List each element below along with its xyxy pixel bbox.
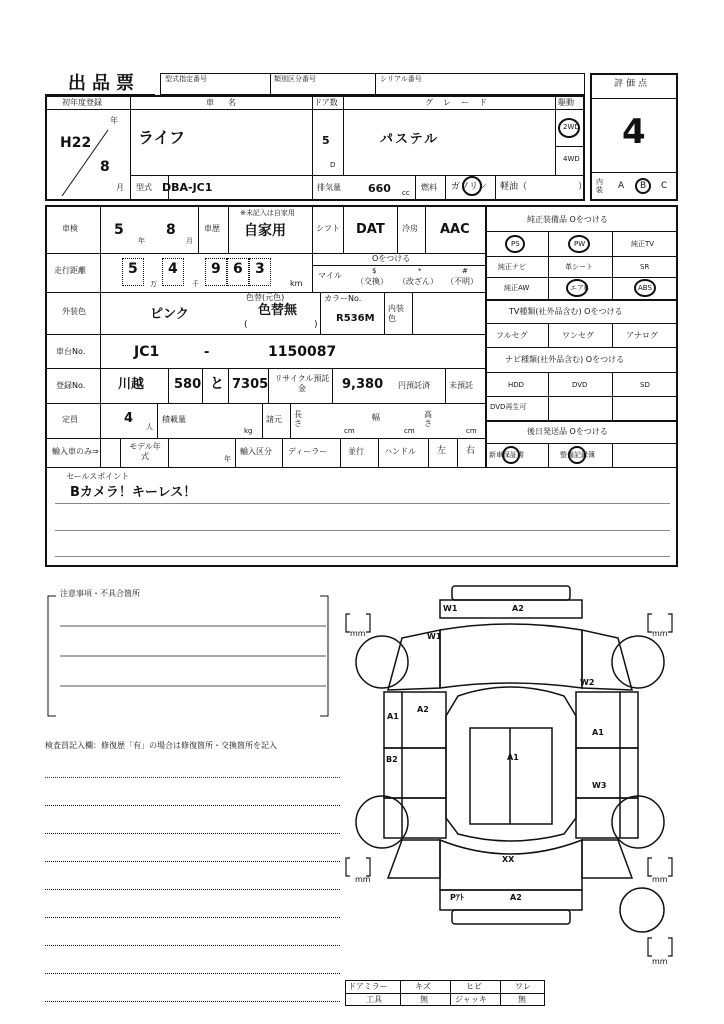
mark-a1-left: A1: [387, 712, 399, 721]
mark-a2-left: A2: [417, 705, 429, 714]
table-crack: ヒビ: [466, 982, 482, 991]
equip-sr: SR: [640, 263, 650, 271]
tv-analog: アナログ: [626, 331, 658, 340]
mm-unit-front-left: mm: [350, 629, 366, 638]
repaint-value: 色替無: [258, 303, 298, 318]
model-value: DBA-JC1: [162, 181, 213, 194]
color-no-label: カラーNo.: [324, 294, 362, 303]
color-no-value: R536M: [336, 313, 375, 324]
interior-color-label: 内装色: [388, 304, 404, 323]
navi-hdd: HDD: [508, 381, 525, 389]
drive-label: 駆動: [558, 98, 574, 107]
equip-abs: ABS: [638, 284, 652, 292]
mm-unit-front-right: mm: [652, 629, 668, 638]
km-unit: km: [290, 279, 303, 288]
table-scratch: キズ: [415, 982, 431, 991]
interior-option-a: A: [618, 181, 625, 191]
mileage-label: 走行距離: [54, 266, 86, 275]
first-reg-label: 初年度登録: [62, 98, 102, 107]
exterior-value: ピンク: [150, 307, 189, 322]
grade-label: グレード: [425, 98, 497, 107]
mark-a1-right: A1: [592, 728, 604, 737]
interior-label: 内装: [596, 178, 603, 194]
mark-a2-rear: A2: [510, 893, 522, 902]
class-label: 類別区分番号: [274, 75, 316, 83]
navi-title: ナビ種類(社外品含む) Oをつける: [505, 355, 625, 364]
drive-2wd-circle: [558, 118, 580, 138]
mileage-circle-note: Oをつける: [372, 254, 411, 263]
ac-label: 冷房: [402, 224, 418, 233]
reg-city: 川越: [118, 377, 145, 392]
height-cm-unit: cm: [466, 427, 477, 435]
capacity-value: 4: [124, 411, 134, 426]
equip-aw: 純正AW: [504, 284, 530, 292]
later-warranty-circle: [502, 446, 520, 464]
sen-unit: 千: [192, 280, 199, 288]
car-diagram: [340, 578, 680, 978]
mark-w2: W2: [580, 678, 595, 687]
later-records-circle: [568, 446, 586, 464]
era-year: H22: [60, 135, 92, 151]
navi-sd: SD: [640, 381, 650, 389]
sales-point-label: セールスポイント: [66, 472, 130, 481]
mark-w1-front: W1: [443, 604, 458, 613]
inspection-year-unit: 年: [138, 237, 145, 245]
later-title: 後日発送品 Oをつける: [527, 427, 608, 436]
history-label: 車歴: [204, 224, 220, 233]
import-class-label: 輸入区分: [240, 447, 272, 456]
id-numbers-box: [160, 73, 585, 95]
mark-w3: W3: [592, 781, 607, 790]
table-jack: ジャッキ: [455, 995, 487, 1004]
recycle-label: リサイクル預託金: [274, 374, 330, 393]
interior-b-circle: [635, 178, 651, 194]
model-year-unit: 年: [224, 455, 231, 463]
chassis-number: 1150087: [268, 344, 337, 360]
handle-right: 右: [466, 446, 476, 456]
equip-pw: PW: [574, 240, 586, 248]
inspection-month-unit: 月: [186, 237, 193, 245]
reg-class: 580: [174, 377, 202, 392]
displacement-label: 排気量: [317, 183, 341, 192]
doors-value: 5: [322, 134, 330, 147]
equip-ps-circle: [505, 235, 525, 253]
model-year-label: モデル年式: [129, 442, 161, 461]
serial-label: シリアル番号: [380, 75, 422, 83]
unknown-label: （不明）: [446, 277, 478, 286]
table-mirror: ドアミラー: [348, 982, 388, 991]
load-label: 積載量: [162, 415, 186, 424]
car-name-label: 車名: [206, 98, 250, 107]
parallel-label: 並行: [348, 447, 364, 456]
mileage-digit-2: 4: [168, 261, 178, 277]
height-label: 高さ: [424, 410, 432, 428]
model-label: 型式: [136, 183, 152, 192]
table-break: ワレ: [515, 982, 531, 991]
shift-label: シフト: [316, 224, 340, 233]
equipment-title: 純正装備品 Oをつける: [527, 215, 608, 224]
capacity-unit: 人: [146, 423, 153, 431]
fuel-gasoline: ガソリン: [451, 182, 488, 192]
tv-fullseg: フルセグ: [496, 331, 528, 340]
displacement-value: 660: [368, 182, 391, 195]
fuel-gasoline-circle: [462, 176, 482, 196]
tv-oneseg: ワンセグ: [562, 331, 594, 340]
length-label: 長さ: [294, 410, 302, 428]
repaint-label: 色替(元色): [246, 293, 285, 302]
mark-a2-front: A2: [512, 604, 524, 613]
table-tools: 工具: [366, 995, 382, 1004]
reg-number: 7305: [232, 377, 269, 392]
ac-value: AAC: [440, 222, 470, 237]
table-tools-value: 無: [420, 995, 428, 1004]
fuel-label: 燃料: [421, 183, 437, 192]
car-name-value: ライフ: [138, 128, 186, 147]
chassis-label: 車台No.: [56, 347, 86, 356]
mileage-digit-3: 9: [211, 261, 221, 277]
chassis-prefix: JC1: [134, 344, 160, 360]
mm-unit-rear-left: mm: [355, 875, 371, 884]
mileage-digit-4: 6: [233, 261, 243, 277]
doors-label: ドア数: [314, 98, 338, 107]
equip-tv: 純正TV: [631, 240, 655, 248]
month-unit: 月: [116, 183, 124, 192]
interior-option-c: C: [661, 181, 668, 191]
mileage-digit-5: 3: [255, 261, 265, 277]
later-warranty: 新車保証書: [489, 451, 524, 459]
dealer-label: ディーラー: [288, 447, 328, 456]
inspection-month: 8: [166, 222, 176, 238]
reg-kana: と: [210, 376, 224, 392]
cc-unit: cc: [402, 189, 410, 197]
mark-a1-roof: A1: [507, 753, 519, 762]
recycle-value: 9,380: [342, 377, 384, 392]
score-value: 4: [622, 112, 646, 152]
tv-title: TV種類(社外品含む) Oをつける: [509, 307, 623, 316]
tamper-label: （改ざん）: [398, 277, 438, 286]
first-reg-month: 8: [100, 159, 110, 175]
mark-b2: B2: [386, 755, 398, 764]
score-label: 評価点: [614, 79, 651, 89]
caution-label: 注意事項・不具合箇所: [60, 589, 140, 598]
equip-leather: 革シート: [565, 263, 593, 271]
mark-p-ato: Pｱﾄ: [450, 893, 464, 902]
history-value: 自家用: [244, 223, 286, 239]
equip-airbag: エアB: [570, 284, 589, 292]
width-cm-unit: cm: [404, 427, 415, 435]
caution-bracket: [42, 589, 342, 720]
mark-xx: XX: [502, 855, 515, 864]
type-cert-label: 型式指定番号: [165, 75, 207, 83]
exterior-label: 外装色: [62, 307, 86, 316]
mark-w1-hood: W1: [427, 632, 442, 641]
table-jack-value: 無: [518, 995, 526, 1004]
grade-value: パステル: [380, 132, 440, 147]
door-suffix: D: [330, 161, 336, 169]
inspection-label: 車検: [62, 224, 78, 233]
capacity-label: 定員: [62, 415, 78, 424]
drive-4wd: 4WD: [563, 155, 580, 163]
recycle-unit: 円預託済: [398, 381, 430, 390]
mile-label: マイル: [318, 271, 342, 280]
sheet-title: 出品票: [68, 73, 140, 94]
inspection-year: 5: [114, 222, 124, 238]
interior-option-b: B: [640, 181, 647, 191]
chassis-dash: -: [204, 345, 210, 360]
handle-label: ハンドル: [384, 447, 416, 456]
later-records: 整備記録簿: [560, 451, 595, 459]
mileage-digit-1: 5: [128, 261, 138, 277]
swap-label: （交換）: [356, 277, 388, 286]
shift-value: DAT: [356, 222, 385, 237]
year-unit: 年: [110, 116, 118, 125]
fuel-diesel: 軽油（: [500, 182, 528, 192]
kg-unit: kg: [244, 427, 253, 435]
mm-unit-spare: mm: [652, 957, 668, 966]
equip-pw-circle: [568, 235, 590, 253]
inspector-label: 検査員記入欄：修復歴「有」の場合は修復箇所・交換箇所を記入: [45, 741, 277, 750]
dims-label: 諸元: [266, 415, 282, 424]
equip-navi: 純正ナビ: [498, 263, 526, 271]
handle-left: 左: [437, 446, 447, 456]
history-note: ※未記入は自家用: [240, 209, 295, 217]
recycle-not: 未預託: [449, 381, 473, 390]
navi-dvd: DVD: [572, 381, 588, 389]
equip-abs-circle: [634, 279, 656, 297]
import-label: 輸入車のみ⇒: [52, 447, 99, 456]
sales-point-text: Bカメラ！キーレス！: [70, 485, 197, 500]
length-cm-unit: cm: [344, 427, 355, 435]
fuel-close: ）: [578, 182, 588, 192]
equip-ps: PS: [511, 240, 520, 248]
drive-2wd: 2WD: [563, 123, 580, 131]
dvd-playback: DVD再生可: [490, 403, 527, 411]
equip-airbag-circle: [566, 279, 588, 297]
width-label: 幅: [372, 413, 380, 422]
reg-label: 登録No.: [56, 381, 86, 390]
mm-unit-rear-right: mm: [652, 875, 668, 884]
man-unit: 万: [150, 280, 157, 288]
